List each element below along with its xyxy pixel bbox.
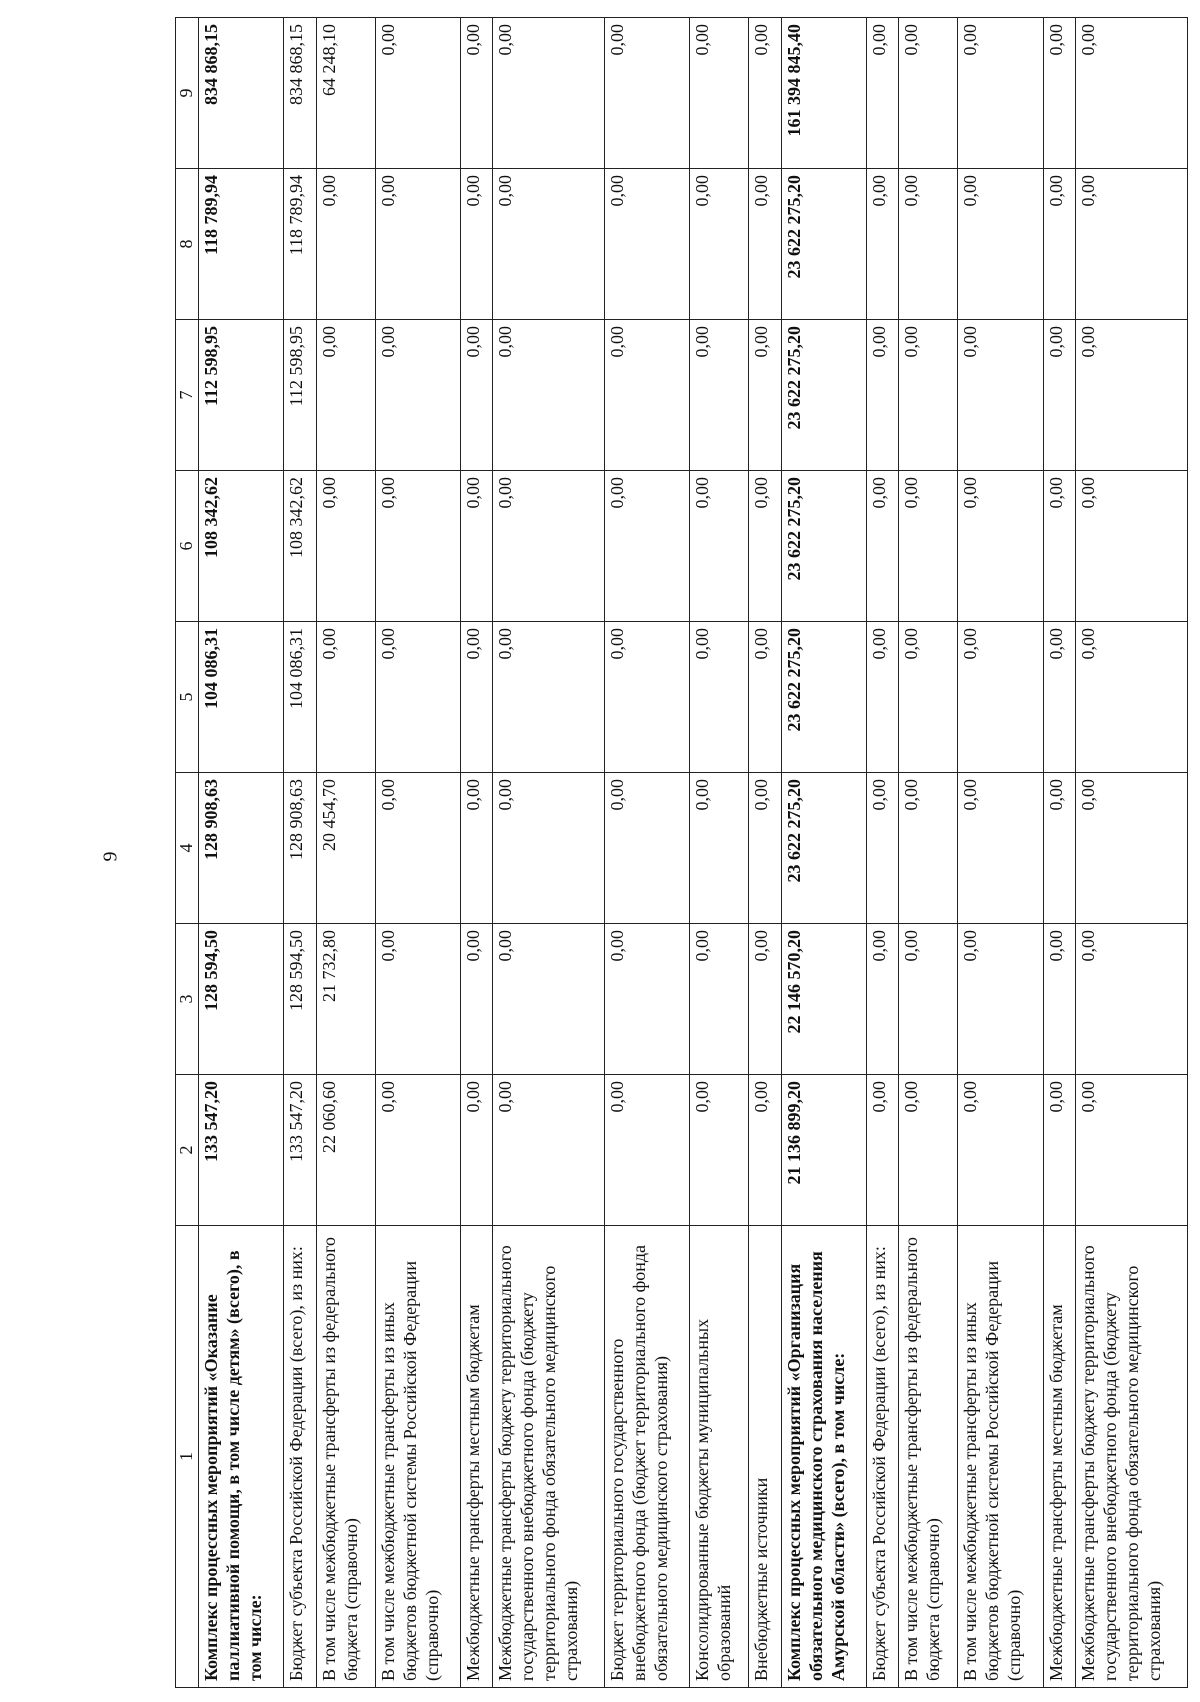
row-label: В том числе межбюджетные трансферты из федерального бюджета (справочно) (899, 1226, 958, 1688)
value-cell: 0,00 (690, 169, 749, 320)
value-cell: 0,00 (899, 471, 958, 622)
value-cell: 0,00 (375, 773, 460, 924)
value-cell: 0,00 (867, 471, 899, 622)
column-number: 1 (176, 1226, 199, 1688)
table-row (958, 18, 1043, 1688)
table-row (199, 18, 284, 1688)
column-number: 6 (176, 471, 199, 622)
value-cell: 0,00 (899, 924, 958, 1075)
page-number: 9 (99, 851, 122, 862)
column-number: 7 (176, 320, 199, 471)
value-cell: 161 394 845,40 (781, 18, 866, 169)
value-cell: 0,00 (605, 622, 690, 773)
value-cell: 0,00 (1043, 471, 1075, 622)
value-cell: 0,00 (460, 622, 492, 773)
value-cell: 0,00 (899, 622, 958, 773)
value-cell: 0,00 (899, 169, 958, 320)
value-cell: 0,00 (867, 320, 899, 471)
value-cell: 0,00 (899, 320, 958, 471)
value-cell: 0,00 (375, 169, 460, 320)
row-label: Внебюджетные источники (749, 1226, 781, 1688)
column-number: 9 (176, 18, 199, 169)
value-cell: 128 908,63 (284, 773, 316, 924)
value-cell: 22 146 570,20 (781, 924, 866, 1075)
value-cell: 0,00 (690, 773, 749, 924)
value-cell: 0,00 (605, 924, 690, 1075)
table-row (1076, 18, 1188, 1688)
value-cell: 0,00 (316, 471, 375, 622)
value-cell: 0,00 (316, 169, 375, 320)
value-cell: 0,00 (605, 169, 690, 320)
value-cell: 0,00 (493, 169, 605, 320)
value-cell: 0,00 (690, 1075, 749, 1226)
value-cell: 0,00 (1043, 1075, 1075, 1226)
value-cell: 0,00 (460, 18, 492, 169)
column-number-row (176, 18, 199, 1688)
value-cell: 0,00 (749, 1075, 781, 1226)
value-cell: 0,00 (316, 320, 375, 471)
value-cell: 128 594,50 (284, 924, 316, 1075)
value-cell: 0,00 (1043, 18, 1075, 169)
value-cell: 0,00 (690, 18, 749, 169)
value-cell: 0,00 (1076, 1075, 1188, 1226)
table-row (493, 18, 605, 1688)
value-cell: 834 868,15 (199, 18, 284, 169)
column-number: 5 (176, 622, 199, 773)
value-cell: 0,00 (690, 924, 749, 1075)
value-cell: 118 789,94 (199, 169, 284, 320)
value-cell: 0,00 (1076, 18, 1188, 169)
value-cell: 0,00 (605, 1075, 690, 1226)
value-cell: 0,00 (1076, 622, 1188, 773)
value-cell: 104 086,31 (284, 622, 316, 773)
value-cell: 0,00 (690, 320, 749, 471)
row-label: Межбюджетные трансферты местным бюджетам (460, 1226, 492, 1688)
value-cell: 0,00 (867, 1075, 899, 1226)
value-cell: 0,00 (375, 18, 460, 169)
row-label: В том числе межбюджетные трансферты из федерального бюджета (справочно) (316, 1226, 375, 1688)
value-cell: 0,00 (460, 773, 492, 924)
value-cell: 0,00 (493, 18, 605, 169)
table-row (605, 18, 690, 1688)
value-cell: 23 622 275,20 (781, 773, 866, 924)
value-cell: 0,00 (1076, 169, 1188, 320)
value-cell: 112 598,95 (199, 320, 284, 471)
value-cell: 0,00 (1043, 622, 1075, 773)
value-cell: 0,00 (749, 18, 781, 169)
row-label: Межбюджетные трансферты местным бюджетам (1043, 1226, 1075, 1688)
table-row (899, 18, 958, 1688)
value-cell: 0,00 (1043, 773, 1075, 924)
value-cell: 0,00 (460, 169, 492, 320)
column-number: 4 (176, 773, 199, 924)
value-cell: 22 060,60 (316, 1075, 375, 1226)
row-label: В том числе межбюджетные трансферты из иных бюджетов бюджетной системы Российской Федерации (справочно) (375, 1226, 460, 1688)
value-cell: 112 598,95 (284, 320, 316, 471)
value-cell: 0,00 (749, 622, 781, 773)
value-cell: 23 622 275,20 (781, 320, 866, 471)
value-cell: 0,00 (1076, 773, 1188, 924)
value-cell: 0,00 (867, 773, 899, 924)
value-cell: 0,00 (375, 924, 460, 1075)
value-cell: 0,00 (375, 1075, 460, 1226)
value-cell: 0,00 (749, 924, 781, 1075)
value-cell: 0,00 (1076, 320, 1188, 471)
value-cell: 23 622 275,20 (781, 169, 866, 320)
row-label: Бюджет субъекта Российской Федерации (всего), из них: (284, 1226, 316, 1688)
table-row (867, 18, 899, 1688)
value-cell: 0,00 (867, 18, 899, 169)
value-cell: 20 454,70 (316, 773, 375, 924)
row-label: В том числе межбюджетные трансферты из иных бюджетов бюджетной системы Российской Федерации (справочно) (958, 1226, 1043, 1688)
value-cell: 0,00 (958, 320, 1043, 471)
value-cell: 0,00 (749, 773, 781, 924)
value-cell: 0,00 (605, 471, 690, 622)
value-cell: 0,00 (493, 622, 605, 773)
value-cell: 0,00 (749, 320, 781, 471)
value-cell: 0,00 (899, 773, 958, 924)
value-cell: 0,00 (1043, 924, 1075, 1075)
table-row (749, 18, 781, 1688)
row-label: Консолидированные бюджеты муниципальных образований (690, 1226, 749, 1688)
rotated-page-content (175, 18, 1188, 1688)
value-cell: 108 342,62 (284, 471, 316, 622)
value-cell: 0,00 (958, 169, 1043, 320)
value-cell: 0,00 (1043, 320, 1075, 471)
table-row (690, 18, 749, 1688)
column-number: 8 (176, 169, 199, 320)
value-cell: 0,00 (958, 622, 1043, 773)
value-cell: 0,00 (1076, 924, 1188, 1075)
table-row (1043, 18, 1075, 1688)
row-label: Межбюджетные трансферты бюджету территориального государственного внебюджетного фонда (бюджету территориального фонда обязательного медицинского страхования) (1076, 1226, 1188, 1688)
value-cell: 0,00 (1043, 169, 1075, 320)
column-number: 2 (176, 1075, 199, 1226)
value-cell: 0,00 (1076, 471, 1188, 622)
value-cell: 0,00 (605, 320, 690, 471)
row-label: Бюджет субъекта Российской Федерации (всего), из них: (867, 1226, 899, 1688)
value-cell: 0,00 (493, 471, 605, 622)
value-cell: 0,00 (958, 924, 1043, 1075)
column-number: 3 (176, 924, 199, 1075)
value-cell: 0,00 (493, 773, 605, 924)
table-row (781, 18, 866, 1688)
value-cell: 0,00 (958, 773, 1043, 924)
value-cell: 0,00 (460, 471, 492, 622)
value-cell: 0,00 (493, 1075, 605, 1226)
value-cell: 21 136 899,20 (781, 1075, 866, 1226)
value-cell: 0,00 (749, 471, 781, 622)
value-cell: 0,00 (460, 924, 492, 1075)
value-cell: 834 868,15 (284, 18, 316, 169)
value-cell: 0,00 (460, 1075, 492, 1226)
value-cell: 0,00 (493, 924, 605, 1075)
value-cell: 0,00 (375, 320, 460, 471)
value-cell: 128 908,63 (199, 773, 284, 924)
value-cell: 23 622 275,20 (781, 622, 866, 773)
value-cell: 0,00 (958, 471, 1043, 622)
value-cell: 0,00 (749, 169, 781, 320)
value-cell: 133 547,20 (199, 1075, 284, 1226)
value-cell: 0,00 (899, 18, 958, 169)
value-cell: 118 789,94 (284, 169, 316, 320)
value-cell: 0,00 (316, 622, 375, 773)
row-label: Межбюджетные трансферты бюджету территориального государственного внебюджетного фонда (бюджету территориального фонда обязательного медицинского страхования) (493, 1226, 605, 1688)
value-cell: 0,00 (958, 18, 1043, 169)
value-cell: 0,00 (460, 320, 492, 471)
value-cell: 21 732,80 (316, 924, 375, 1075)
value-cell: 104 086,31 (199, 622, 284, 773)
value-cell: 0,00 (605, 18, 690, 169)
budget-table (175, 17, 1188, 1688)
table-row (375, 18, 460, 1688)
value-cell: 64 248,10 (316, 18, 375, 169)
value-cell: 0,00 (690, 622, 749, 773)
value-cell: 0,00 (690, 471, 749, 622)
value-cell: 0,00 (867, 924, 899, 1075)
value-cell: 0,00 (958, 1075, 1043, 1226)
row-label: Бюджет территориального государственного внебюджетного фонда (бюджет территориального фонда обязательного медицинского страхования) (605, 1226, 690, 1688)
row-label: Комплекс процессных мероприятий «Организация обязательного медицинского страхования населения Амурской области» (всего), в том числе: (781, 1226, 866, 1688)
table-row (460, 18, 492, 1688)
value-cell: 0,00 (493, 320, 605, 471)
value-cell: 0,00 (375, 471, 460, 622)
value-cell: 0,00 (375, 622, 460, 773)
value-cell: 133 547,20 (284, 1075, 316, 1226)
value-cell: 0,00 (605, 773, 690, 924)
value-cell: 0,00 (899, 1075, 958, 1226)
table-row (316, 18, 375, 1688)
row-label: Комплекс процессных мероприятий «Оказание паллиативной помощи, в том числе детям» (всего), в том числе: (199, 1226, 284, 1688)
value-cell: 108 342,62 (199, 471, 284, 622)
value-cell: 0,00 (867, 169, 899, 320)
table-row (284, 18, 316, 1688)
value-cell: 23 622 275,20 (781, 471, 866, 622)
value-cell: 0,00 (867, 622, 899, 773)
value-cell: 128 594,50 (199, 924, 284, 1075)
